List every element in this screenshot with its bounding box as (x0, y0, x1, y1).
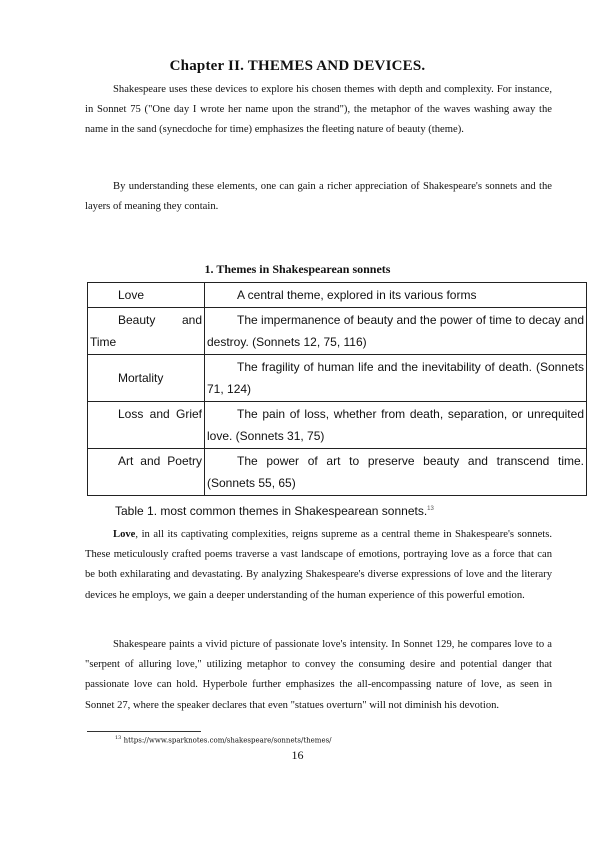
description-cell: A central theme, explored in its various forms (205, 283, 587, 308)
table-caption-text: Table 1. most common themes in Shakespearean sonnets. (115, 504, 428, 518)
table-row (88, 308, 587, 355)
love-paragraph-text: , in all its captivating complexities, reigns supreme as a central theme in Shakespeare's sonnets. These meticulously crafted poems traverse a vast landscape of emotions, portraying love as a force that can be both exhilarating and devastating. By analyzing Shakespeare's diverse expressions of love and the literary devices he employs, we gain a deeper understanding of the human experience of this powerful emotion. (85, 529, 552, 601)
description-cell: The impermanence of beauty and the power of time to decay and destroy. (Sonnets 12, 75, 116) (205, 308, 587, 355)
table-caption (115, 504, 434, 518)
understanding-paragraph (85, 177, 552, 217)
theme-cell: Art and Poetry (88, 449, 205, 496)
intro-paragraph (85, 80, 552, 141)
footnote (115, 735, 332, 744)
passionate-love-paragraph (85, 635, 552, 716)
footnote-reference: 13 (427, 506, 434, 512)
description-cell: The pain of loss, whether from death, separation, or unrequited love. (Sonnets 31, 75) (205, 402, 587, 449)
description-cell: The power of art to preserve beauty and transcend time. (Sonnets 55, 65) (205, 449, 587, 496)
table-row (88, 449, 587, 496)
section-heading: 1. Themes in Shakespearean sonnets (204, 262, 391, 276)
description-cell: The fragility of human life and the inevitability of death. (Sonnets 71, 124) (205, 355, 587, 402)
intro-paragraph-text: Shakespeare uses these devices to explore his chosen themes with depth and complexity. For instance, in Sonnet 75 ("One day I wrote her name upon the strand"), the metaphor of the waves washing away the name in the sand (synecdoche for time) emphasizes the fleeting nature of beauty (theme). (85, 84, 552, 136)
chapter-title: Chapter II. THEMES AND DEVICES. (169, 58, 426, 74)
love-lead-word: Love (113, 529, 136, 540)
theme-cell: Beauty and Time (88, 308, 205, 355)
footnote-link[interactable]: https://www.sparknotes.com/shakespeare/sonnets/themes/ (123, 736, 332, 745)
table-row (88, 402, 587, 449)
passionate-love-paragraph-text: Shakespeare paints a vivid picture of passionate love's intensity. In Sonnet 129, he compares love to a "serpent of alluring love," utilizing metaphor to convey the consuming desire and potential danger that passionate love can hold. Hyperbole further emphasizes the all-encompassing nature of love, as seen in Sonnet 27, where the speaker declares that even "statues overturn" will not diminish his devotion. (85, 639, 552, 711)
page-number: 16 (291, 748, 304, 762)
footnote-number: 13 (115, 735, 122, 741)
table-row (88, 283, 587, 308)
theme-cell: Loss and Grief (88, 402, 205, 449)
theme-cell: Mortality (88, 355, 205, 402)
themes-table (87, 282, 587, 496)
theme-cell: Love (88, 283, 205, 308)
understanding-paragraph-text: By understanding these elements, one can gain a richer appreciation of Shakespeare's sonnets and the layers of meaning they contain. (85, 181, 552, 213)
love-paragraph (85, 525, 552, 606)
footnote-divider (87, 731, 201, 732)
table-row (88, 355, 587, 402)
